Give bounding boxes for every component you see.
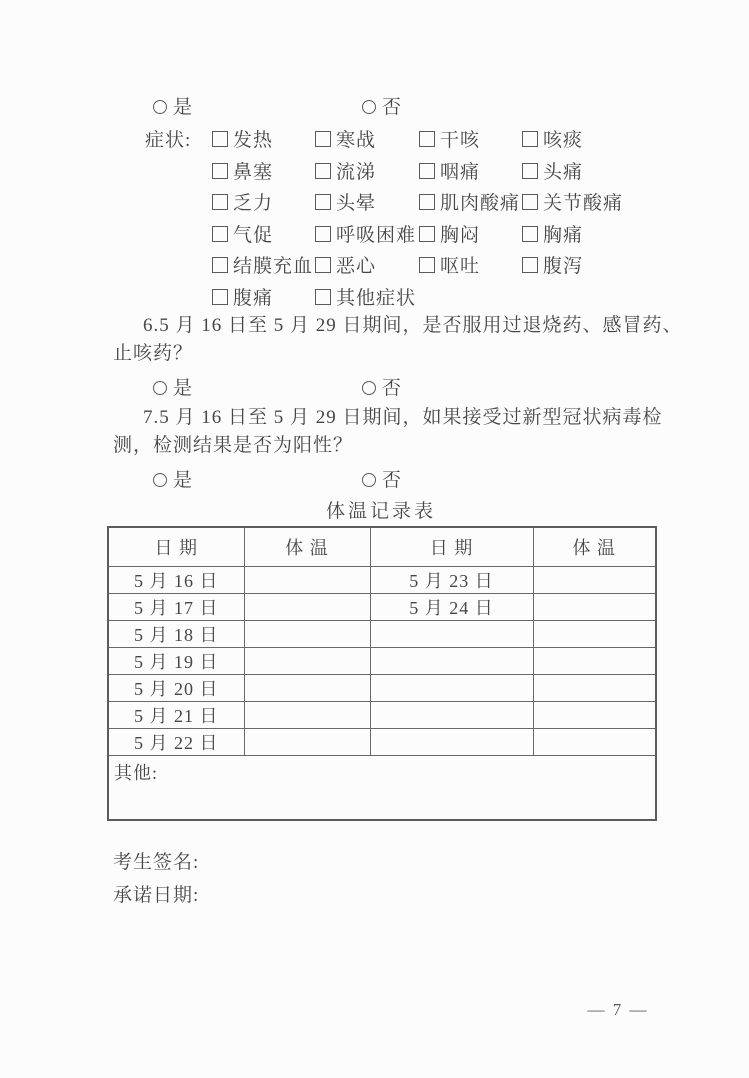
temp-table-header-cell: 日 期 [370,527,533,567]
date-cell: 5 月 19 日 [108,648,244,675]
radio-circle-icon[interactable] [153,381,167,395]
date-cell: 5 月 24 日 [370,594,533,621]
date-cell: 5 月 22 日 [108,729,244,756]
question6-line1: 6.5 月 16 日至 5 月 29 日期间，是否服用过退烧药、感冒药、 [143,315,683,336]
checkbox-icon[interactable] [212,131,228,147]
q5-yes-option[interactable] [153,96,193,119]
symptom-checkbox-item[interactable] [522,192,623,215]
checkbox-icon[interactable] [315,163,331,179]
temp-table-body [108,567,656,756]
checkbox-icon[interactable] [522,194,538,210]
checkbox-icon[interactable] [522,163,538,179]
symptom-label: 其他症状 [336,287,417,309]
q6-no-option[interactable] [362,377,402,400]
symptom-checkbox-item[interactable] [212,161,273,184]
temp-table-header-cell: 体 温 [244,527,370,567]
temperature-cell[interactable] [533,621,656,648]
q7-no-option[interactable] [362,469,402,492]
symptom-checkbox-item[interactable] [315,224,416,247]
radio-circle-icon[interactable] [153,100,167,114]
symptom-checkbox-item[interactable] [212,224,273,247]
radio-circle-icon[interactable] [362,381,376,395]
q7-yes-option[interactable] [153,469,193,492]
temp-table-header-cell: 体 温 [533,527,656,567]
symptom-checkbox-item[interactable] [315,161,376,184]
symptom-checkbox-item[interactable] [522,255,583,278]
symptom-label: 呼吸困难 [336,224,417,246]
symptom-label: 咳痰 [543,130,584,151]
candidate-signature-label: 考生签名: [113,852,200,873]
checkbox-icon[interactable] [419,131,435,147]
q5-no-option[interactable] [362,96,402,119]
table-row [108,594,656,621]
symptom-checkbox-item[interactable] [315,287,416,310]
temperature-cell[interactable] [533,702,656,729]
symptom-label: 气促 [233,224,274,246]
checkbox-icon[interactable] [419,257,435,273]
radio-circle-icon[interactable] [362,100,376,114]
symptom-label: 鼻塞 [233,161,274,183]
symptom-checkbox-item[interactable] [522,129,583,152]
symptom-checkbox-item[interactable] [212,129,273,152]
symptom-checkbox-item[interactable] [315,129,376,152]
temperature-cell[interactable] [370,702,533,729]
q5-no-label: 否 [382,97,403,118]
date-cell: 5 月 21 日 [108,702,244,729]
checkbox-icon[interactable] [522,257,538,273]
checkbox-icon[interactable] [522,226,538,242]
temperature-table-title: 体温记录表 [325,501,436,522]
symptom-label: 头痛 [543,161,584,183]
symptom-label: 乏力 [233,193,274,214]
date-cell: 5 月 16 日 [108,567,244,594]
temperature-cell[interactable] [244,702,370,729]
symptom-label: 恶心 [336,256,377,277]
checkbox-icon[interactable] [315,194,331,210]
symptom-checkbox-item[interactable] [522,161,583,184]
temperature-table [107,526,657,821]
symptom-label: 胸闷 [440,224,481,246]
checkbox-icon[interactable] [419,163,435,179]
date-cell: 5 月 17 日 [108,594,244,621]
temperature-cell[interactable] [370,621,533,648]
symptom-label: 肌肉酸痛 [440,193,521,214]
symptom-checkbox-item[interactable] [419,129,480,152]
q6-yes-option[interactable] [153,377,193,400]
date-cell: 5 月 20 日 [108,675,244,702]
symptom-checkbox-item[interactable] [315,192,376,215]
temperature-cell[interactable] [533,675,656,702]
checkbox-icon[interactable] [315,257,331,273]
checkbox-icon[interactable] [212,257,228,273]
table-row [108,648,656,675]
checkbox-icon[interactable] [315,289,331,305]
symptoms-label: 症状: [145,130,192,151]
symptom-checkbox-item[interactable] [315,255,376,278]
symptom-label: 呕吐 [440,256,481,277]
symptom-label: 胸痛 [543,224,584,246]
checkbox-icon[interactable] [315,131,331,147]
temperature-cell[interactable] [370,729,533,756]
symptom-checkbox-item[interactable] [212,255,313,278]
temp-table-header-row [108,527,656,567]
symptom-label: 干咳 [440,130,481,151]
commitment-date-label: 承诺日期: [113,885,200,906]
table-row [108,621,656,648]
symptom-label: 腹痛 [233,287,274,309]
q6-no-label: 否 [382,378,403,399]
page-number: — 7 — [587,1000,649,1019]
temperature-cell[interactable] [244,594,370,621]
symptom-checkbox-item[interactable] [419,161,480,184]
question6-line2: 止咳药？ [113,343,194,364]
checkbox-icon[interactable] [212,289,228,305]
temperature-cell[interactable] [533,729,656,756]
checkbox-icon[interactable] [212,226,228,242]
temperature-cell[interactable] [244,729,370,756]
checkbox-icon[interactable] [419,194,435,210]
symptom-checkbox-item[interactable] [522,224,583,247]
date-cell: 5 月 23 日 [370,567,533,594]
temperature-cell[interactable] [533,648,656,675]
temperature-cell[interactable] [370,675,533,702]
other-notes-cell[interactable]: 其他: [108,756,656,821]
symptom-label: 腹泻 [543,256,584,277]
temperature-cell[interactable] [370,648,533,675]
checkbox-icon[interactable] [212,163,228,179]
checkbox-icon[interactable] [212,194,228,210]
checkbox-icon[interactable] [419,226,435,242]
date-cell: 5 月 18 日 [108,621,244,648]
symptom-label: 流涕 [336,161,377,183]
temperature-cell[interactable] [533,594,656,621]
symptom-checkbox-item[interactable] [419,192,520,215]
symptom-checkbox-item[interactable] [212,287,273,310]
temp-table-header-cell: 日 期 [108,527,244,567]
symptom-checkbox-item[interactable] [212,192,273,215]
table-row [108,675,656,702]
table-row [108,567,656,594]
symptom-label: 咽痛 [440,161,481,183]
q6-yes-label: 是 [173,378,194,399]
symptom-label: 头晕 [336,193,377,214]
symptom-checkbox-item[interactable] [419,255,480,278]
temperature-cell[interactable] [533,567,656,594]
other-row [108,756,656,821]
symptom-label: 发热 [233,130,274,151]
checkbox-icon[interactable] [522,131,538,147]
q7-no-label: 否 [382,470,403,491]
radio-circle-icon[interactable] [362,473,376,487]
symptom-label: 结膜充血 [233,256,314,277]
symptom-label: 关节酸痛 [543,193,624,214]
question7-line1: 7.5 月 16 日至 5 月 29 日期间，如果接受过新型冠状病毒检 [143,407,663,428]
q7-yes-label: 是 [173,470,194,491]
temperature-cell[interactable] [244,675,370,702]
checkbox-icon[interactable] [315,226,331,242]
table-row [108,729,656,756]
q5-yes-label: 是 [173,97,194,118]
temperature-cell[interactable] [244,621,370,648]
symptom-checkbox-item[interactable] [419,224,480,247]
question7-line2: 测，检测结果是否为阳性？ [113,435,354,456]
temperature-cell[interactable] [244,648,370,675]
radio-circle-icon[interactable] [153,473,167,487]
temperature-cell[interactable] [244,567,370,594]
symptom-label: 寒战 [336,130,377,151]
table-row [108,702,656,729]
